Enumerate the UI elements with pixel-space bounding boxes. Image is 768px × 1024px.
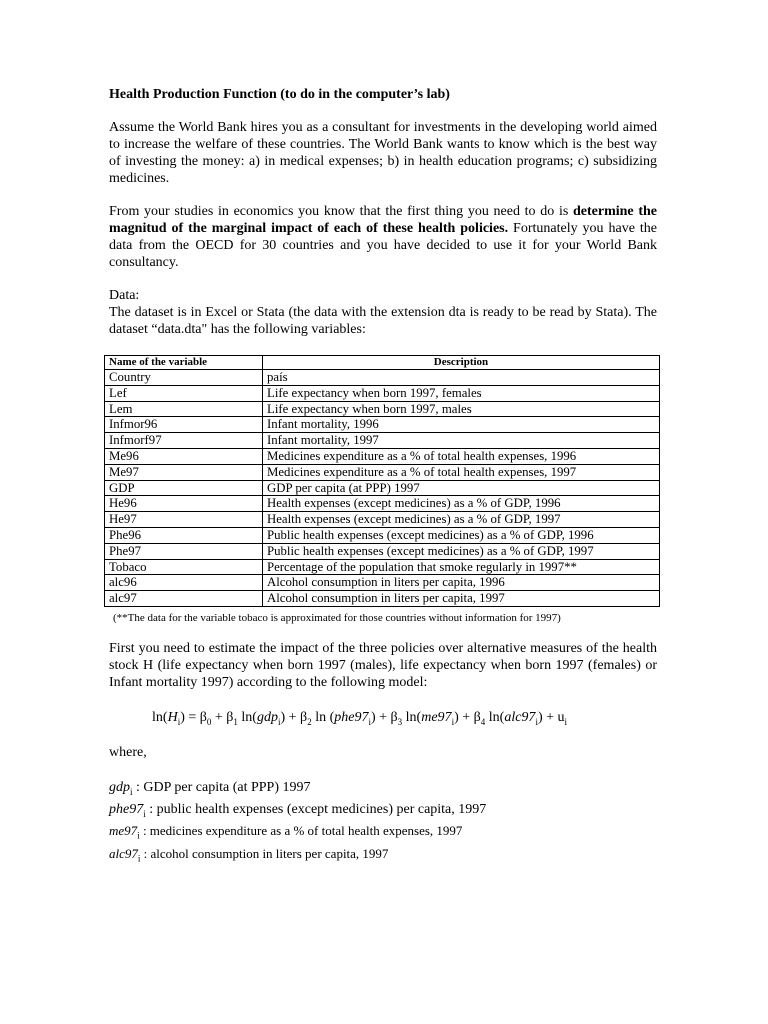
definition-gdp: gdp$_i$ : GDP per capita (at PPP) 1997 bbox=[109, 779, 311, 797]
variable-description-cell: país bbox=[263, 370, 660, 386]
table-row bbox=[105, 401, 660, 417]
table-footnote: (**The data for the variable tobaco is approximated for those countries without information for 1997) bbox=[113, 612, 561, 624]
variable-description-cell: Health expenses (except medicines) as a % of GDP, 1996 bbox=[263, 496, 660, 512]
table-row bbox=[105, 417, 660, 433]
intro-section bbox=[109, 86, 657, 347]
table-row bbox=[105, 575, 660, 591]
objective-bold-text: determine the magnitud of the marginal impact of each of these health policies. bbox=[109, 204, 658, 236]
model-paragraph: First you need to estimate the impact of the three policies over alternative measures of the health stock H (life expectancy when born 1997 (males), life expectancy when born 1997 (females) or Infant mortality 1997) according to the following model: bbox=[109, 641, 657, 690]
objective-text-end: Fortunately you have the data from the OECD for 30 countries and you have decided to use it for your World Bank consultancy. bbox=[109, 221, 657, 270]
variable-description-cell: Medicines expenditure as a % of total health expenses, 1997 bbox=[263, 464, 660, 480]
variable-name-cell: Me96 bbox=[105, 448, 263, 464]
table-row bbox=[105, 527, 660, 543]
dataset-paragraph: The dataset is in Excel or Stata (the data with the extension dta is ready to be read by Stata). The dataset “data.dta" has the following variables: bbox=[109, 305, 657, 337]
variable-description-cell: Public health expenses (except medicines) as a % of GDP, 1996 bbox=[263, 527, 660, 543]
variable-name-cell: GDP bbox=[105, 480, 263, 496]
model-section bbox=[109, 640, 657, 868]
variable-description-cell: Alcohol consumption in liters per capita, 1996 bbox=[263, 575, 660, 591]
table-row bbox=[105, 591, 660, 607]
header-variable-name: Name of the variable bbox=[105, 356, 263, 370]
variable-name-cell: Phe96 bbox=[105, 527, 263, 543]
variable-name-cell: Lef bbox=[105, 385, 263, 401]
objective-text-start: From your studies in economics you know that the first thing you need to do is bbox=[109, 204, 573, 219]
variable-name-cell: Tobaco bbox=[105, 559, 263, 575]
table-row bbox=[105, 433, 660, 449]
definition-alc97: $alc97_i$ : alcohol consumption in liters per capita, 1997 bbox=[109, 845, 389, 864]
document-title: Health Production Function (to do in the computer’s lab) bbox=[109, 87, 450, 102]
objective-paragraph bbox=[109, 203, 657, 271]
table-body bbox=[105, 370, 660, 607]
variable-name-cell: Me97 bbox=[105, 464, 263, 480]
variable-name-cell: Infmor96 bbox=[105, 417, 263, 433]
variable-description-cell: Public health expenses (except medicines) as a % of GDP, 1997 bbox=[263, 543, 660, 559]
definition-me97: $me97_i$ : medicines expenditure as a % of total health expenses, 1997 bbox=[109, 823, 463, 841]
variable-name-cell: Lem bbox=[105, 401, 263, 417]
variable-name-cell: Country bbox=[105, 370, 263, 386]
data-label: Data: bbox=[109, 288, 140, 303]
variable-name-cell: He97 bbox=[105, 512, 263, 528]
intro-paragraph: Assume the World Bank hires you as a consultant for investments in the developing world aimed to increase the welfare of these countries. The World Bank wants to know which is the best way of investing the money: a) in medical expenses; b) in health education programs; c) subsidizing medicines. bbox=[109, 120, 657, 186]
table-row bbox=[105, 512, 660, 528]
variable-name-cell: alc96 bbox=[105, 575, 263, 591]
where-label: where, bbox=[109, 744, 147, 760]
variable-name-cell: Infmorf97 bbox=[105, 433, 263, 449]
table-row bbox=[105, 559, 660, 575]
variable-description-cell: Medicines expenditure as a % of total health expenses, 1996 bbox=[263, 448, 660, 464]
variables-table bbox=[104, 355, 660, 607]
variable-definitions bbox=[109, 779, 657, 868]
variable-description-cell: Life expectancy when born 1997, males bbox=[263, 401, 660, 417]
variable-description-cell: Infant mortality, 1996 bbox=[263, 417, 660, 433]
variable-description-cell: Infant mortality, 1997 bbox=[263, 433, 660, 449]
table-row bbox=[105, 480, 660, 496]
variable-description-cell: Health expenses (except medicines) as a % of GDP, 1997 bbox=[263, 512, 660, 528]
definition-phe97: $phe97_i$ : public health expenses (except medicines) per capita, 1997 bbox=[109, 801, 487, 819]
table-row bbox=[105, 496, 660, 512]
table-row bbox=[105, 385, 660, 401]
table-row bbox=[105, 448, 660, 464]
table-row bbox=[105, 370, 660, 386]
variable-name-cell: He96 bbox=[105, 496, 263, 512]
table-header-row bbox=[105, 356, 660, 370]
variable-description-cell: GDP per capita (at PPP) 1997 bbox=[263, 480, 660, 496]
variable-description-cell: Alcohol consumption in liters per capita, 1997 bbox=[263, 591, 660, 607]
variable-name-cell: Phe97 bbox=[105, 543, 263, 559]
variable-description-cell: Percentage of the population that smoke regularly in 1997** bbox=[263, 559, 660, 575]
table-row bbox=[105, 464, 660, 480]
regression-formula: $\ln(H_i) = \beta_0 + \beta_1$ $\ln(gdp_i) + \beta_2$ $\ln (phe97_i) + \beta_3$ $\ln(me97_i) + \beta_4$ $\ln(alc97_i) + u_i$ bbox=[152, 710, 568, 727]
table-row bbox=[105, 543, 660, 559]
variable-description-cell: Life expectancy when born 1997, females bbox=[263, 385, 660, 401]
variable-name-cell: alc97 bbox=[105, 591, 263, 607]
header-description: Description bbox=[263, 356, 660, 370]
